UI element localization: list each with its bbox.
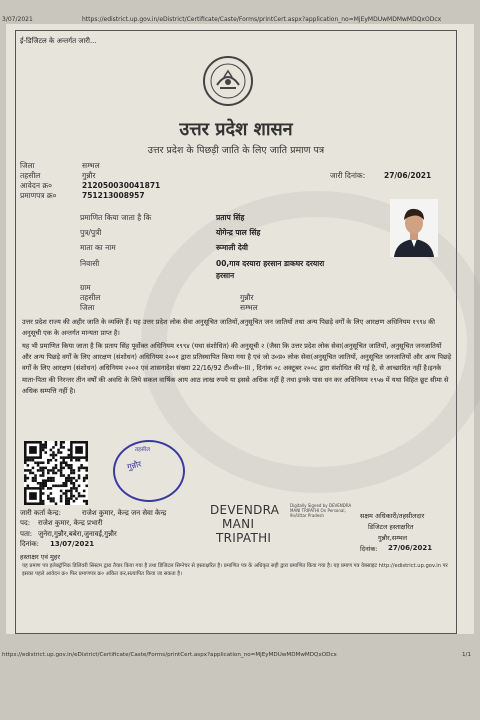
person-tehsil-label: तहसील (80, 293, 101, 302)
application-label: आवेदन क्र० (20, 181, 53, 190)
mother-label: माता का नाम (80, 243, 116, 252)
digital-signature-note: Digitally Signed by DEVENDRA MANI TRIPATHI On Personal, 9n/Uttar Pradesh (290, 503, 352, 518)
application-number: 212050030041871 (82, 181, 161, 190)
issuer-date-label: दिनांक: (20, 540, 39, 548)
print-url: https://edistrict.up.gov.in/eDistrict/Certificate/Caste/Forms/printCert.aspx?application_no=MjEyMDUwMDMwMDQxODcx (82, 16, 442, 23)
certificate-frame (15, 30, 457, 634)
issuer-address-label: पता: (20, 530, 33, 538)
browser-print-header (0, 0, 480, 24)
up-govt-emblem-icon (202, 55, 254, 107)
district-value: सम्भल (82, 161, 100, 170)
verification-note: यह प्रमाण पत्र इलेक्ट्रॉनिक डिलिवरी सिस्टम द्वारा तैयार किया गया है तथा डिजिटल सिग्नेचर से हस्ताक्षरित है। प्रमाणित पत्र के अधिकृत सही द्वारा प्रमाणित किया गया है। यह प्रमाण पत्र वेबसाइट http://edistrict.up.gov.in पर इसका पहले आवेदन क्र० फिर प्रमाणपत्र क्र० अंकित कर,सत्यापित किया जा सकता है। (22, 563, 448, 577)
district-label: जिला (20, 161, 35, 170)
eligibility-paragraph: यह भी प्रमाणित किया जाता है कि प्रताप सिंह पूर्वोक्त अधिनियम १९९४ (यथा संशोधित) की अनुसूची २ (जैसा कि उत्तर प्रदेश लोक सेवा(अनुसूचित जातियों, अनुसूचित जनजातियों और अन्य पिछड़े वर्गों के लिए आरक्षण (संशोधन) अधिनियम २००१ द्वारा प्रतिस्थापित किया गया है एवं जो उ०प्र० लोक सेवा(अनुसूचित जातियों, अनुसूचित जनजातियों और अन्य पिछड़े वर्गों के लिए आरक्षण (संशोधन) अधिनियम २००२ एवं शासनादेश संख्या 22/16/92 टी०सी०-III , दिनांक ०८ अक्टूबर २००८ द्वारा संशोधित की गई है, से आच्छादित नहीं है।इनके माता-पिता की निरन्तर तीन वर्षों की अवधि के लिये सकल वार्षिक आय आठ लाख रुपये या इससे अधिक नहीं है तथा इनके पास धन कर अधिनियम १९५७ में यथा विहित छूट सीमा से अधिक सम्पत्ति नहीं है। (22, 342, 452, 395)
certificate-label: प्रमाणपत्र क्र० (20, 191, 57, 200)
officer-date: 27/06/2021 (388, 544, 433, 552)
tehsil-label: तहसील (20, 171, 41, 180)
officer-place: गुन्नौर,सम्भल (378, 534, 408, 542)
issue-date-label: जारी दिनांक: (330, 171, 366, 180)
issue-date: 27/06/2021 (384, 171, 432, 180)
person-name: प्रताप सिंह (216, 213, 245, 222)
signer-name-line1: DEVENDRA (210, 503, 280, 517)
certify-label: प्रमाणित किया जाता है कि (80, 213, 152, 222)
certificate-number: 751213008957 (82, 191, 145, 200)
issued-by: राजेश कुमार, केन्द्र जन सेवा केन्द्र (82, 509, 167, 517)
page-title: उत्तर प्रदेश शासन (179, 119, 293, 140)
issued-by-label: जारी कर्ता केन्द्र: (20, 509, 61, 517)
officer-title: सक्षम अधिकारी/तहसीलदार (360, 512, 425, 520)
person-district: सम्भल (240, 303, 258, 312)
print-date: 3/07/2021 (2, 16, 33, 23)
address-line1: 00,गाव दरयारा हरसान डाकघर दरयारा (216, 259, 325, 268)
page-number: 1/1 (462, 652, 472, 658)
post-label: पद: (20, 519, 31, 527)
footer-url: https://edistrict.up.gov.in/eDistrict/Certificate/Caste/Forms/printCert.aspx?application_no=MjEyMDUwMDMwMDQxODcx (2, 652, 337, 658)
father-label: पुत्र/पुत्री (80, 228, 102, 237)
father-name: योगेन्द्र पाल सिंह (216, 228, 261, 237)
applicant-photo (390, 199, 438, 257)
issuer-date: 13/07/2021 (50, 540, 95, 548)
residence-label: निवासी (80, 259, 100, 268)
person-tehsil: गुन्नौर (240, 293, 254, 302)
certificate-paper (6, 24, 474, 634)
digital-note: ई-डिजिटल के अन्तर्गत जारी... (20, 37, 97, 45)
village-label: ग्राम (80, 283, 91, 292)
officer-sub: डिजिटल हस्ताक्षरित (368, 523, 414, 531)
mother-name: रूमाली देवी (216, 243, 248, 252)
post-value: राजेश कुमार, केन्द्र प्रभारी (38, 519, 103, 527)
issuer-address: जुनेरा,गुन्नौर,बबेरा,जुनावई,गुन्नौर (38, 530, 117, 538)
person-district-label: जिला (80, 303, 95, 312)
stamp-center-text: गुन्नौर (126, 459, 143, 472)
signer-name-line3: TRIPATHI (216, 531, 272, 545)
stamp-top-text: तहसील (135, 447, 150, 453)
signature-seal-note: हस्ताक्षर एवं मुहर (20, 553, 61, 561)
officer-date-label: दिनांक: (360, 545, 378, 553)
tehsil-stamp (113, 440, 185, 502)
qr-code (24, 441, 88, 505)
tehsil-value: गुन्नौर (82, 171, 96, 180)
address-line2: हरसान (216, 271, 235, 280)
caste-paragraph: उत्तर प्रदेश राज्य की अहीर जाति के व्यक्ति हैं। यह उत्तर प्रदेश लोक सेवा अनुसूचित जातियों,अनुसूचित जन जातियों तथा अन्य पिछड़े वर्गों के लिए आरक्षण अधिनियम १९९४ की अनुसूची एक के अन्तर्गत मान्यता प्राप्त है। (22, 318, 435, 338)
page-subtitle: उत्तर प्रदेश के पिछड़ी जाति के लिए जाति प्रमाण पत्र (147, 145, 325, 156)
signer-name-line2: MANI (222, 517, 255, 531)
